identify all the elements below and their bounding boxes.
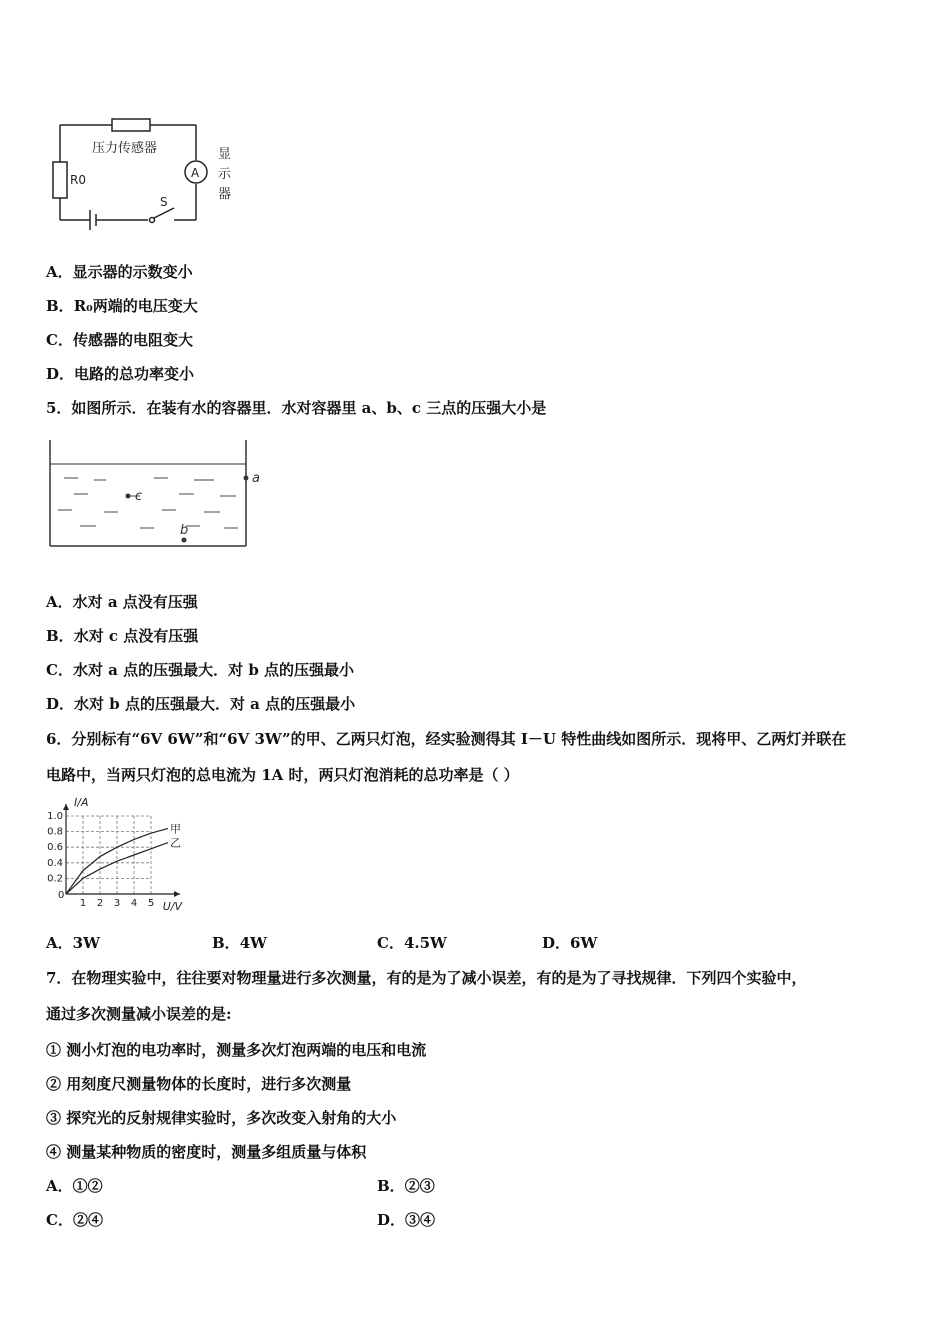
point-c-label: c	[135, 489, 143, 504]
q7-item-1: ① 测小灯泡的电功率时，测量多次灯泡两端的电压和电流	[46, 1041, 427, 1059]
pressure-sensor-resistor	[112, 119, 150, 131]
display-label: 显 示 器	[218, 147, 232, 202]
q6-stem-line1: 6．分别标有“6V 6W”和“6V 3W”的甲、乙两只灯泡，经实验测得其 I－U 特性曲线如图所示．现将甲、乙两灯并联在	[46, 730, 847, 748]
y-axis-label: I/A	[74, 796, 89, 809]
q7-stem-line2: 通过多次测量减小误差的是:	[46, 1005, 232, 1023]
q5-stem: 5．如图所示．在装有水的容器里．水对容器里 a、b、c 三点的压强大小是	[46, 399, 547, 417]
q7-option-b[interactable]: B．②③	[377, 1177, 435, 1195]
x-tick-label: 5	[147, 898, 155, 909]
q5-option-b[interactable]: B．水对 c 点没有压强	[46, 627, 199, 645]
x-tick-label: 1	[79, 898, 87, 909]
circuit-diagram	[40, 110, 250, 235]
point-b-label: b	[180, 523, 189, 538]
q7-option-a[interactable]: A．①②	[46, 1177, 103, 1195]
q7-stem-line1: 7．在物理实验中，往往要对物理量进行多次测量，有的是为了减小误差，有的是为了寻找规律．下列四个实验中，	[46, 969, 807, 987]
q5-option-a[interactable]: A．水对 a 点没有压强	[46, 593, 198, 611]
switch-label: S	[160, 195, 168, 209]
q6-stem-line2: 电路中，当两只灯泡的总电流为 1A 时，两只灯泡消耗的总功率是（ ）	[46, 766, 519, 784]
water-container-figure	[44, 436, 274, 554]
q6-option-b[interactable]: B．4W	[212, 934, 267, 952]
q4-option-b[interactable]: B．R₀两端的电压变大	[46, 297, 198, 315]
r0-resistor	[53, 162, 67, 198]
point-a-label: a	[252, 471, 260, 486]
q4-option-c[interactable]: C．传感器的电阻变大	[46, 331, 193, 349]
point-a	[244, 476, 249, 481]
q4-option-a[interactable]: A．显示器的示数变小	[46, 263, 193, 281]
r0-label: R0	[70, 173, 86, 187]
q7-item-4: ④ 测量某种物质的密度时，测量多组质量与体积	[46, 1143, 367, 1161]
origin-label: 0	[58, 890, 65, 901]
y-tick-label: 0.6	[47, 842, 63, 854]
q7-item-3: ③ 探究光的反射规律实验时，多次改变入射角的大小	[46, 1109, 397, 1127]
x-axis-label: U/V	[162, 900, 182, 913]
q7-item-2: ② 用刻度尺测量物体的长度时，进行多次测量	[46, 1075, 352, 1093]
x-axis-arrow	[174, 891, 180, 897]
iu-characteristic-chart	[40, 796, 190, 921]
y-tick-label: 0.8	[47, 826, 63, 838]
x-tick-label: 2	[96, 898, 104, 909]
q4-option-d[interactable]: D．电路的总功率变小	[46, 365, 195, 383]
q7-option-d[interactable]: D．③④	[377, 1211, 436, 1229]
switch-symbol	[154, 208, 174, 218]
q6-option-d[interactable]: D．6W	[542, 934, 598, 952]
ammeter-label: A	[191, 166, 200, 180]
point-c	[126, 494, 131, 499]
q5-option-c[interactable]: C．水对 a 点的压强最大．对 b 点的压强最小	[46, 661, 355, 679]
series-label: 甲	[170, 822, 181, 836]
y-tick-label: 0.2	[47, 873, 63, 885]
series-label: 乙	[170, 836, 181, 850]
sensor-label: 压力传感器	[92, 141, 158, 156]
q6-option-a[interactable]: A．3W	[46, 934, 100, 952]
x-tick-label: 3	[113, 898, 121, 909]
y-tick-label: 0.4	[47, 857, 63, 869]
q5-option-d[interactable]: D．水对 b 点的压强最大．对 a 点的压强最小	[46, 695, 356, 713]
point-b	[182, 538, 187, 543]
x-tick-label: 4	[130, 898, 138, 909]
q7-option-c[interactable]: C．②④	[46, 1211, 103, 1229]
y-axis-arrow	[63, 804, 69, 810]
y-tick-label: 1.0	[47, 811, 63, 822]
q6-option-c[interactable]: C．4.5W	[377, 934, 447, 952]
